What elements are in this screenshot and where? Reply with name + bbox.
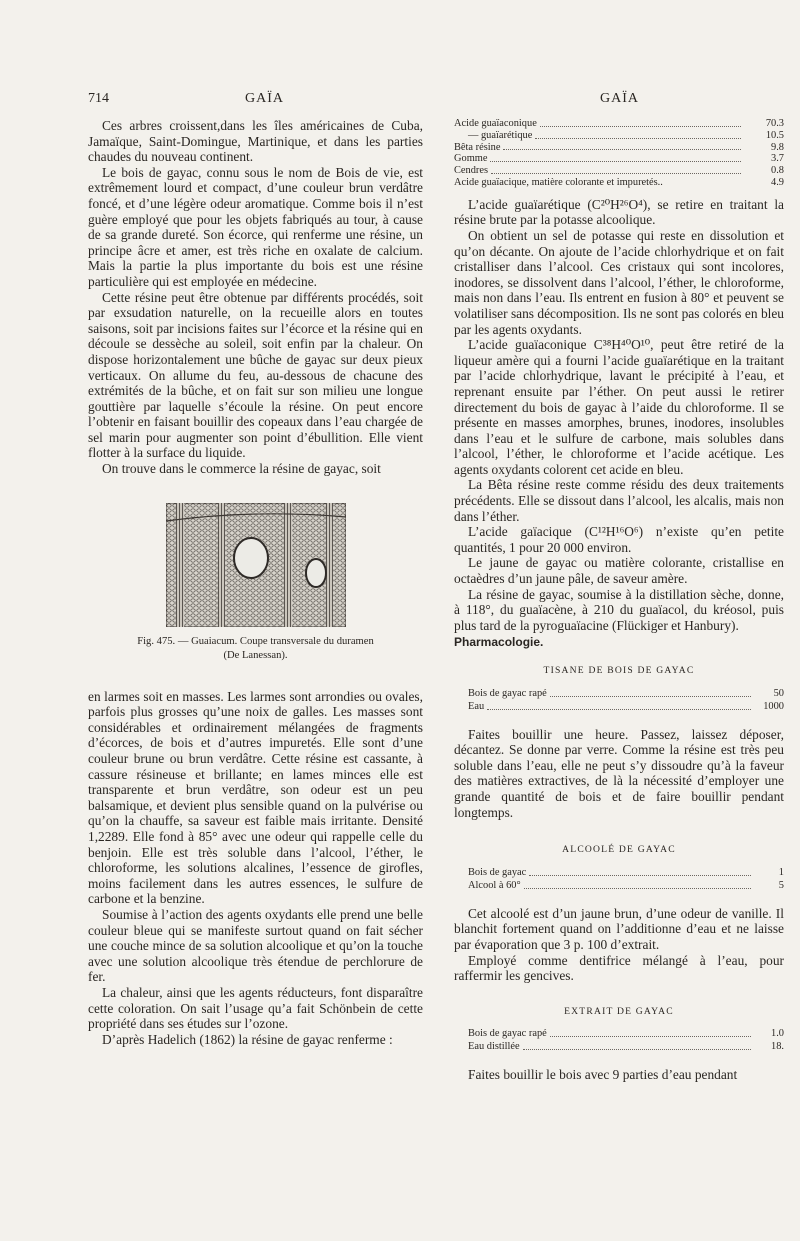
recipe-table — [468, 687, 784, 713]
table-row — [454, 177, 784, 189]
ingredient-quantity: 1000 — [763, 700, 784, 712]
component-value: 0.8 — [771, 165, 784, 177]
paragraph: Le jaune de gayac ou matière colorante, cristallise en octaèdres d’un jaune pâle, de saveur amère. — [454, 555, 784, 587]
ingredient-name: Bois de gayac — [468, 866, 527, 878]
recipe-row — [468, 879, 784, 892]
component-name: Acide guaïaconique — [454, 118, 537, 129]
paragraph: L’acide guaïaconique C³⁸H⁴⁰O¹⁰, peut être retiré de la liqueur amère qui a fourni l’acide guaïarétique en la traitant par l’acide chlorhydrique, lavant le précipité à l’eau, et reprenant ensuite par l’éther. On peut aussi le retirer directement du bois de gayac à l’aide du chloroforme. Il se présente en masses amorphes, brunes, inodores, insolubles dans l’eau et le sulfure de carbone, mais solubles dans l’alcool, l’éther, le chloroforme et l’acide acétique. Les agents oxydants colorent cet acide en bleu. — [454, 337, 784, 477]
ingredient-quantity: 1 — [778, 866, 784, 878]
recipe-row — [468, 700, 784, 713]
figure-caption-credit: (De Lanessan). — [223, 649, 288, 661]
component-value: 4.9 — [771, 176, 784, 188]
left-column — [88, 118, 423, 1047]
ingredient-quantity: 50 — [773, 687, 784, 699]
paragraph: en larmes soit en masses. Les larmes sont arrondies ou ovales, parfois plus grosses qu’une noix de galles. Les masses sont considérables et ordinairement mélangées de fragments d’écorces, de bois et d’autres impuretés. Elle sont d’une couleur brune ou brun verdâtre. Cette résine est cassante, à cassure résineuse et brillante; en lames minces elle est transparente et brun verdâtre, son odeur est un peu balsamique, et devient plus sensible quand on la pulvérise ou qu’on la chauffe, sa saveur est faible mais irritante. Densité 1,2289. Elle fond à 85° avec une odeur qui rappelle celle du benjoin. Elle est très soluble dans l’alcool, l’éther, le chloroforme, les solutions alcalines, l’essence de girofles, moins facilement dans les autres essences, le sulfure de carbone et la benzine. — [88, 688, 423, 907]
ingredient-quantity: 1.0 — [771, 1028, 784, 1040]
paragraph: Cet alcoolé est d’un jaune brun, d’une odeur de vanille. Il blanchit fortement quand on l’additionne d’eau et ne laisse par évaporation que 3 p. 100 d’extrait. — [454, 905, 784, 952]
ingredient-quantity: 18. — [771, 1041, 784, 1053]
paragraph: La Bêta résine reste comme résidu des deux traitements précédents. Elle se dissout dans l’alcool, les alcalis, mais non dans l’éther. — [454, 477, 784, 524]
component-name: Bêta résine — [454, 141, 501, 153]
figure-475 — [88, 503, 423, 663]
running-head-left: GAÏA — [245, 91, 284, 106]
page-number: 714 — [88, 91, 109, 106]
paragraph: L’acide gaïacique (C¹²H¹⁶O⁶) n’existe qu’en petite quantités, 1 pour 20 000 environ. — [454, 524, 784, 555]
paragraph: Le bois de gayac, connu sous le nom de Bois de vie, est extrêmement lourd et compact, d’une couleur brun verdâtre foncé, et d’une légère odeur aromatique. Comme bois il n’est guère employé que pour les objets fabriqués au tour, à cause de sa grande dureté. Son écorce, qui renferme une résine, un principe âcre et amer, est très riche en oxalate de calcium. Mais la partie la plus importante du bois est une résine particulière qui est employée en médecine. — [88, 164, 423, 289]
paragraph: On trouve dans le commerce la résine de gayac, soit — [102, 461, 381, 477]
paragraph: La chaleur, ainsi que les agents réducteurs, font disparaître cette coloration. On sait l’usage qu’a fait Schönbein de cette propriété dans ses études sur l’ozone. — [88, 984, 423, 1032]
paragraph: Employé comme dentifrice mélangé à l’eau, pour raffermir les gencives. — [454, 952, 784, 984]
paragraph: Ces arbres croissent,dans les îles américaines de Cuba, Jamaïque, Saint-Domingue, Martinique, et dans les parties chaudes du nouveau continent. — [88, 118, 423, 165]
recipe-table — [468, 1027, 784, 1053]
component-name: Gomme — [454, 153, 488, 165]
paragraph: La résine de gayac, soumise à la distillation sèche, donne, à 118°, du guaïacène, à 210 du guaïacol, du kréosol, puis plus tard de la pyroguaïacine (Flückiger et Hanbury). — [454, 586, 784, 633]
component-name: Acide guaïacique, matière colorante et impuretés.. — [454, 176, 663, 188]
ingredient-quantity: 5 — [778, 879, 784, 891]
running-head-right: GAÏA — [600, 91, 639, 106]
component-value: 3.7 — [771, 153, 784, 165]
wood-cross-section-illustration — [166, 503, 346, 627]
recipe-title: EXTRAIT DE GAYAC — [564, 1005, 674, 1017]
component-value: 9.8 — [771, 141, 784, 153]
recipe-row — [468, 1027, 784, 1040]
component-value: 10.5 — [765, 129, 784, 141]
table-row — [454, 142, 784, 154]
recipe-title: TISANE DE BOIS DE GAYAC — [543, 665, 695, 676]
paragraph: L’acide guaïarétique (C²⁰H²⁶O⁴), se retire en traitant la résine brute par la potasse alcoolique. — [454, 196, 784, 228]
figure-caption: Fig. 475. — Guaiacum. Coupe transversale du duramen — [137, 635, 374, 647]
ingredient-name: Bois de gayac rapé — [468, 1028, 547, 1040]
right-column — [454, 118, 784, 1083]
paragraph: On obtient un sel de potasse qui reste en dissolution et qu’on décante. On ajoute de l’acide chlorhydrique et on fait cristalliser dans l’alcool. Ces cristaux qui sont incolores, inodores, se dissolvent dans l’alcool, l’éther, le chloroforme, mais non dans l’eau. Ils entrent en fusion à 80° et peuvent se volatiliser sans décomposition. Ils ne sont pas colorés en bleu par les agents oxydants. — [454, 227, 784, 337]
recipe-table — [468, 866, 784, 892]
ingredient-name: Eau — [468, 700, 485, 712]
component-name: — guaïarétique — [468, 129, 533, 141]
paragraph: Cette résine peut être obtenue par différents procédés, soit par exsudation naturelle, on la recueille alors en toutes saisons, soit par incisions faites sur l’écorce et la résine qui en découle se dessèche au soleil, soit enfin par la chaleur. On dispose horizontalement une bûche de gayac sur deux pieux verticaux. On allume du feu, au-dessous de chacune des extrémités de la bûche, et on fait sur son milieu une longue gouttière par laquelle s’écoule la résine. On peut encore l’obtenir en faisant bouillir des copeaux dans l’eau chargée de sel marin pour augmenter son point d’ébullition. Elle vient flotter à la surface du liquide. — [88, 289, 423, 461]
paragraph: D’après Hadelich (1862) la résine de gayac renferme : — [102, 1031, 393, 1047]
recipe-title: ALCOOLÉ DE GAYAC — [562, 844, 676, 856]
recipe-row — [468, 687, 784, 700]
paragraph: Faites bouillir une heure. Passez, laissez déposer, décantez. Se donne par verre. Comme la résine est très peu soluble dans l’eau, elle ne peut s’y dissoudre qu’à la faveur des matières extractives, de là la nécessité d’employer une grande quantité de bois et de faire bouillir pendant longtemps. — [454, 726, 784, 820]
paragraph: Faites bouillir le bois avec 9 parties d’eau pendant — [468, 1067, 738, 1083]
ingredient-name: Eau distillée — [468, 1041, 520, 1053]
composition-table — [454, 118, 784, 189]
recipe-row — [468, 1040, 784, 1053]
table-row — [454, 118, 784, 130]
section-heading: Pharmacologie. — [454, 635, 544, 650]
component-name: Cendres — [454, 165, 489, 177]
ingredient-name: Bois de gayac rapé — [468, 687, 547, 699]
table-row — [454, 153, 784, 165]
component-value: 70.3 — [765, 118, 784, 129]
paragraph: Soumise à l’action des agents oxydants elle prend une belle couleur bleue qui se manifeste surtout quand on fait sécher une couche mince de sa solution alcoolique et qu’on la touche avec une solution alcoolique très étendue de perchlorure de fer. — [88, 906, 423, 985]
table-row — [454, 165, 784, 177]
table-row — [454, 130, 784, 142]
ingredient-name: Alcool à 60° — [468, 879, 521, 891]
recipe-row — [468, 866, 784, 879]
